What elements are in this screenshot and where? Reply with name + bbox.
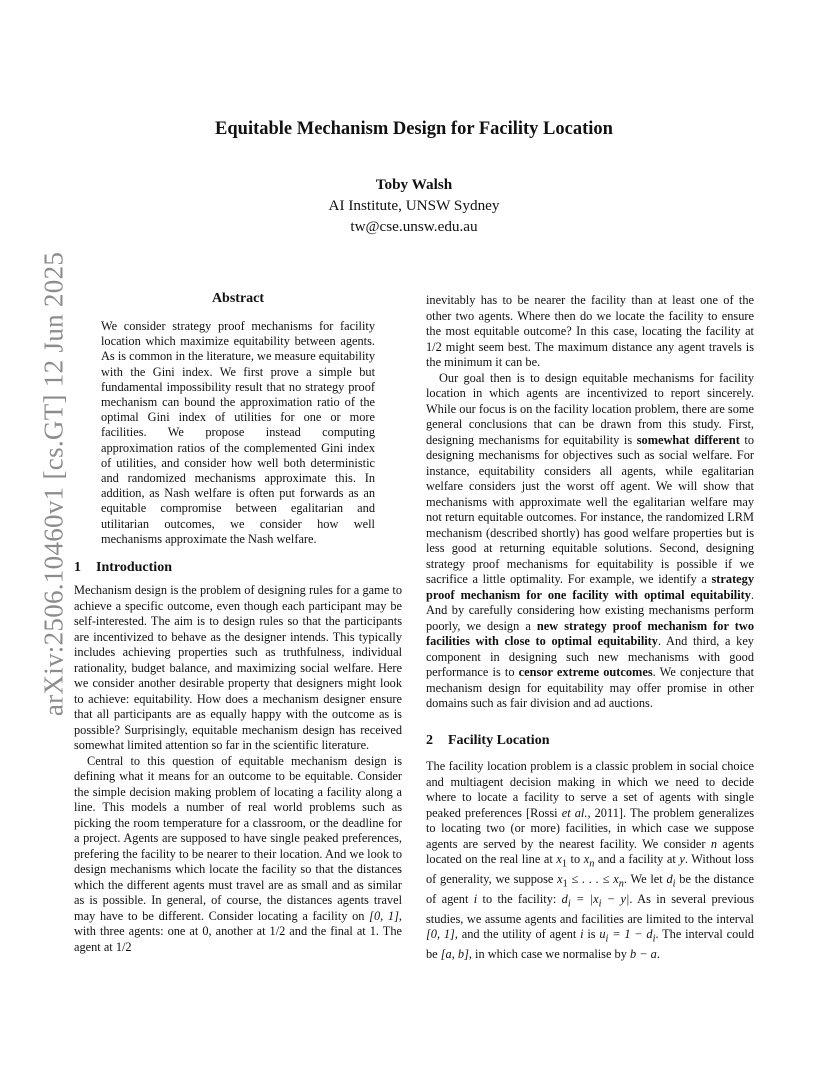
text-run: . And third, a key component in designing such new mechanisms with good performance is to <box>426 634 754 679</box>
text-run: Our goal then is to design equitable mechanisms for facility location in which agents are incentivized to report sincerely. While our focus is on the facility location problem, there are some general conclusions that can be drawn from this study. First, designing mechanisms for equitability is <box>426 370 754 447</box>
text-run: agents located on the real line at <box>426 836 754 866</box>
math-symbol: u <box>599 927 606 942</box>
section-number: 2 <box>426 733 433 748</box>
math-symbol: x <box>556 852 562 866</box>
math-interval: [a, b] <box>440 947 469 962</box>
math-symbol: n <box>710 836 718 851</box>
facility-paragraph-1 <box>426 759 754 963</box>
math-expression: b − a <box>629 947 657 962</box>
paper-title: Equitable Mechanism Design for Facility Location <box>215 119 613 139</box>
section-number: 1 <box>74 560 81 575</box>
text-run: be the distance of agent <box>426 871 754 906</box>
math-fraction: 1/2 <box>426 339 442 354</box>
math-subscript: i <box>605 933 609 945</box>
math-interval: [0, 1] <box>426 927 455 942</box>
intro-paragraph-3 <box>426 293 754 371</box>
math-interval: [0, 1] <box>369 908 399 923</box>
math-symbol: x <box>557 871 563 886</box>
author-affiliation: AI Institute, UNSW Sydney <box>328 197 500 214</box>
math-expression: = |x <box>570 891 599 906</box>
math-subscript: i <box>598 898 602 910</box>
right-column-facility-location <box>426 759 754 963</box>
math-symbol: x <box>583 852 590 866</box>
math-expression: − y| <box>601 891 630 906</box>
math-symbol: i <box>580 927 584 942</box>
math-subscript: 1 <box>561 858 567 870</box>
text-run: to <box>566 852 584 866</box>
text-run: is <box>583 927 600 942</box>
text-run: , 2011]. The problem generalizes to locating two (or more) facilities, in which case we suppose agents are served by the nearest facility. We consider <box>426 805 755 851</box>
text-run: and a facility at <box>594 852 680 866</box>
math-fraction: 1/2 <box>115 939 132 954</box>
math-symbol: d <box>666 871 673 886</box>
text-run: . We let <box>623 871 667 886</box>
citation-etal: et al. <box>561 805 588 820</box>
arxiv-identifier-stamp: arXiv:2506.10460v1 [cs.GT] 12 Jun 2025 <box>38 251 69 717</box>
emphasis-text: censor extreme outcomes <box>518 665 653 679</box>
text-run: inevitably has to be nearer the facility than at least one of the other two agents. Where then do we locate the facility to ensure the most equitable outcome? In this case, locating the facility at <box>426 293 754 338</box>
text-run: . The interval could be <box>426 927 755 962</box>
text-run: might seem best. The maximum distance any agent travels is the minimum it can be. <box>426 339 754 369</box>
text-run: mechanism (described shortly) has good welfare properties but is less good at returning equitable solutions. Second, designing strategy proof mechanisms for equitability is possible if we sacrifice a little optimality. For example, we identify a <box>426 525 754 586</box>
author-block <box>74 174 754 237</box>
intro-paragraph-2 <box>74 754 402 956</box>
text-run: . As in several previous studies, we assume agents and facilities are limited to the interval <box>426 891 755 926</box>
math-subscript: n <box>589 858 595 870</box>
abstract-body: We consider strategy proof mechanisms for facility location which maximize equitability between agents. As is common in the literature, we measure equitability with the Gini index. We first prove a simple but fundamental impossibility result that no strategy proof mechanism can bound the approximation ratio of the optimal Gini index of utilities for one or more facilities. We propose instead computing approximation ratios of the complemented Gini index of utilities, and consider how well both deterministic and randomized mechanisms approximate this. In addition, as Nash welfare is often put forwards as an equitable compromise between egalitarian and utilitarian outcomes, we consider how well mechanisms approximate the Nash welfare. <box>101 319 375 546</box>
author-name: Toby Walsh <box>375 176 453 193</box>
text-run: , with three agents: one at 0, another at <box>74 908 402 938</box>
section-heading-introduction <box>74 560 172 576</box>
math-fraction: 1/2 <box>269 924 286 938</box>
math-symbol: y <box>679 852 685 866</box>
intro-paragraph-1: Mechanism design is the problem of designing rules for a game to achieve a specific outcome, even though each participant may be self-interested. The aim is to design rules so that the participants are incentivized to behave as the designer intends. This typically includes achieving properties such as truthfulness, individual rationality, budget balance, and maximizing social welfare. Here we consider another desirable property that designers might look to achieve: equitability. How does a mechanism designer ensure that all participants are as equally happy with the outcome as is possible? Surprisingly, equitable mechanism design has received somewhat limited attention so far in the scientific literature. <box>74 583 402 752</box>
math-expression: ≤ . . . ≤ x <box>567 871 619 886</box>
math-subscript: n <box>618 878 624 890</box>
text-run: . We conjecture that mechanism design for equitability may offer promise in other domains such as fair division and ad auctions. <box>426 665 754 710</box>
text-run: The facility location problem is a classic problem in social choice and multiagent decision making in which we need to decide where to locate a facility to serve a set of agents with single peaked preferences [Rossi <box>426 759 754 820</box>
math-subscript: 1 <box>562 878 568 890</box>
author-email: tw@cse.unsw.edu.au <box>350 218 478 235</box>
section-title: Introduction <box>96 560 172 575</box>
text-run: to designing mechanisms for objectives such as social welfare. For instance, equitability considers all agents, while egalitarian welfare considers just the worst off agent. We will show that mechanisms with approximate well the egalitarian welfare may not return equitable outcomes. For instance, the randomized <box>426 432 754 524</box>
abstract-heading: Abstract <box>211 291 265 306</box>
text-run: to the facility: <box>477 891 562 906</box>
math-symbol: i <box>473 891 478 906</box>
right-column-intro-continued <box>426 293 754 712</box>
section-heading-facility-location <box>426 733 550 749</box>
intro-paragraph-4 <box>426 371 754 712</box>
left-column-body <box>74 583 402 955</box>
emphasis-text: somewhat different <box>636 432 740 447</box>
text-run: , and the utility of agent <box>454 927 581 942</box>
section-title: Facility Location <box>448 733 550 748</box>
text-run: and the final at 1. The agent at <box>74 924 402 954</box>
text-run: . <box>656 947 660 962</box>
emphasis-text: strategy proof mechanism for one facility with optimal equitability <box>426 572 754 602</box>
text-run: Central to this question of equitable mechanism design is defining what it means for an outcome to be equitable. Consider the simple decision making problem of locating a facility along a line. This models a number of real world problems such as picking the room temperature for a classroom, or the deadline for a project. Agents are supposed to have single peaked preferences, prefering the facility to be nearer to their location. And we look to design mechanisms which locate the facility so that the distances which the different agents must travel are as small and as similar as is possible. In general, of course, the distances agents travel may have to be different. Consider locating a facility on <box>74 753 402 923</box>
text-run: . And by carefully considering how existing mechanisms perform poorly, we design a <box>426 587 754 633</box>
math-subscript: i <box>567 898 571 910</box>
text-run: . Without loss of generality, we suppose <box>426 852 754 886</box>
text-run: , in which case we normalise by <box>468 947 630 962</box>
emphasis-text: new strategy proof mechanism for two facilities with close to optimal equitability <box>426 618 754 648</box>
math-subscript: i <box>652 933 656 945</box>
math-expression: = 1 − d <box>608 927 653 942</box>
mechanism-name: LRM <box>727 510 754 524</box>
math-symbol: d <box>561 891 568 906</box>
math-subscript: i <box>672 878 676 890</box>
